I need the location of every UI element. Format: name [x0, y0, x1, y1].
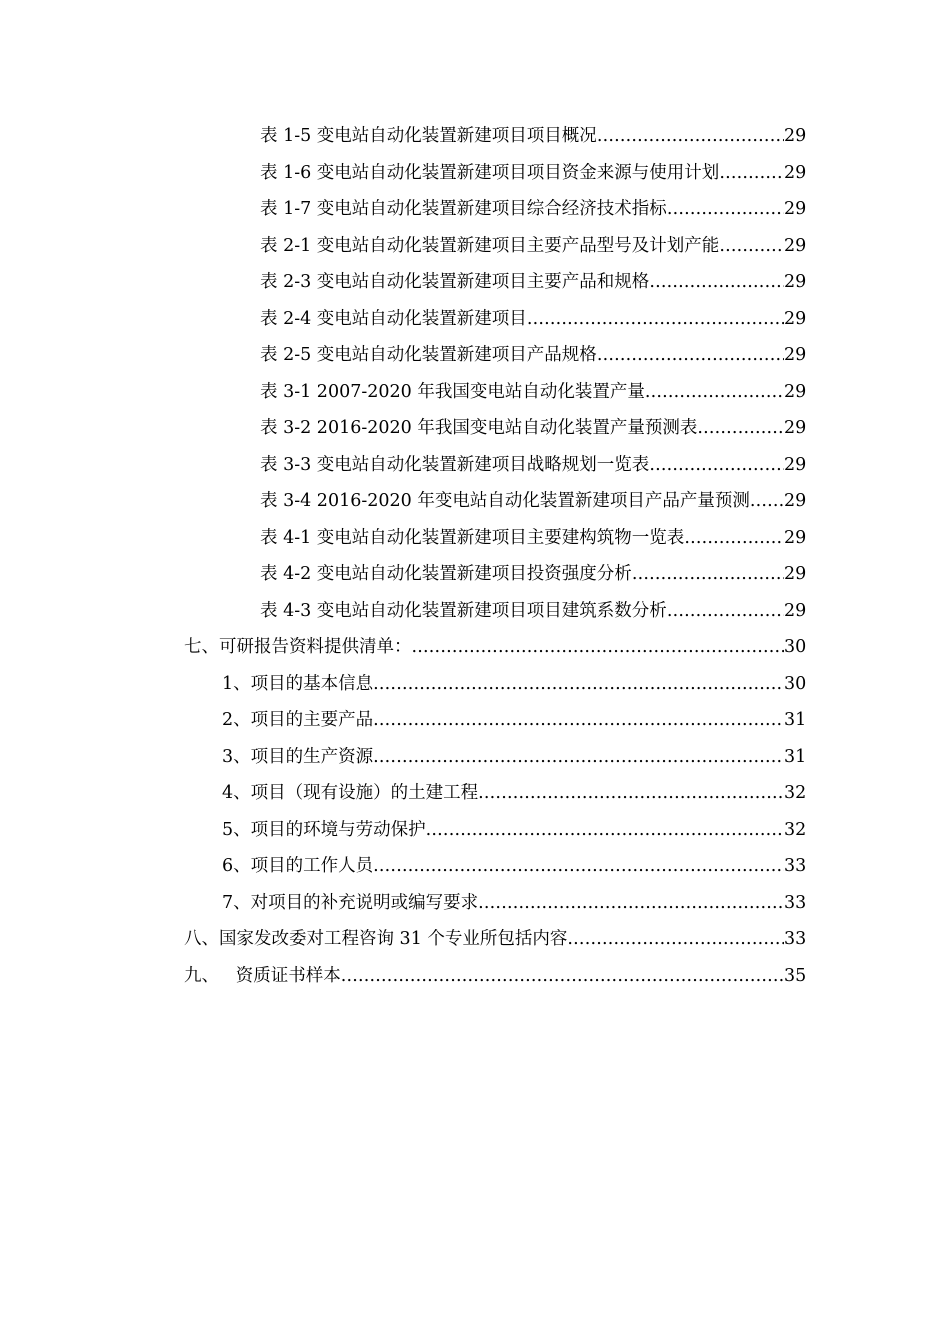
- toc-entry[interactable]: [0, 155, 950, 192]
- toc-entry-title: 表 2-5 变电站自动化装置新建项目产品规格: [260, 345, 597, 366]
- toc-page-number: 29: [784, 381, 807, 402]
- toc-entry-title: 表 3-4 2016-2020 年变电站自动化装置新建项目产品产量预测: [260, 491, 750, 512]
- toc-dot-leader: [667, 593, 784, 629]
- toc-entry[interactable]: [0, 374, 950, 411]
- toc-entry-title: 八、国家发改委对工程咨询 31 个专业所包括内容: [184, 929, 568, 950]
- toc-page-number: 29: [784, 308, 807, 329]
- toc-dot-leader: [684, 520, 784, 556]
- toc-dot-leader: [567, 921, 784, 957]
- toc-dot-leader: [373, 739, 784, 775]
- toc-page-number: 29: [784, 345, 807, 366]
- toc-dot-leader: [478, 885, 784, 921]
- toc-dot-leader: [341, 958, 784, 994]
- toc-page-number: 29: [784, 162, 807, 183]
- toc-dot-leader: [426, 812, 784, 848]
- toc-page-number: 30: [784, 637, 807, 658]
- toc-entry[interactable]: [0, 337, 950, 374]
- toc-dot-leader: [697, 410, 784, 446]
- toc-dot-leader: [632, 556, 784, 592]
- toc-entry-title: 九、 资质证书样本: [184, 965, 341, 986]
- toc-entry[interactable]: [0, 483, 950, 520]
- toc-entry-title: 4、项目（现有设施）的土建工程: [222, 783, 479, 804]
- toc-page-number: 31: [784, 746, 807, 767]
- toc-page-number: 29: [784, 235, 807, 256]
- toc-entry[interactable]: [0, 118, 950, 155]
- toc-entry[interactable]: [0, 520, 950, 557]
- toc-entry-title: 表 3-2 2016-2020 年我国变电站自动化装置产量预测表: [260, 418, 698, 439]
- toc-entry[interactable]: [0, 593, 950, 630]
- toc-dot-leader: [667, 191, 784, 227]
- toc-entry[interactable]: [0, 958, 950, 995]
- toc-entry-title: 表 3-1 2007-2020 年我国变电站自动化装置产量: [260, 381, 645, 402]
- toc-page-number: 29: [784, 454, 807, 475]
- toc-page-number: 29: [784, 527, 807, 548]
- toc-page-number: 31: [784, 710, 807, 731]
- toc-dot-leader: [597, 337, 784, 373]
- toc-dot-leader: [373, 666, 784, 702]
- toc-entry[interactable]: [0, 264, 950, 301]
- toc-dot-leader: [478, 775, 784, 811]
- toc-entry[interactable]: [0, 666, 950, 703]
- toc-page-number: 29: [784, 199, 807, 220]
- toc-entry-title: 表 2-4 变电站自动化装置新建项目: [260, 308, 527, 329]
- toc-entry[interactable]: [0, 702, 950, 739]
- toc-entry-title: 七、可研报告资料提供清单：: [184, 637, 412, 658]
- toc-page-number: 33: [784, 892, 807, 913]
- toc-page-number: 33: [784, 856, 807, 877]
- toc-dot-leader: [412, 629, 785, 665]
- toc-entry-title: 表 4-1 变电站自动化装置新建项目主要建构筑物一览表: [260, 527, 685, 548]
- toc-page-number: 32: [784, 783, 807, 804]
- toc-dot-leader: [719, 228, 784, 264]
- toc-entry[interactable]: [0, 228, 950, 265]
- toc-entry[interactable]: [0, 410, 950, 447]
- toc-dot-leader: [645, 374, 784, 410]
- toc-entry-title: 3、项目的生产资源: [222, 746, 374, 767]
- toc-entry[interactable]: [0, 775, 950, 812]
- toc-entry-title: 表 1-5 变电站自动化装置新建项目项目概况: [260, 126, 597, 147]
- toc-page-number: 29: [784, 126, 807, 147]
- toc-entry-title: 表 1-6 变电站自动化装置新建项目项目资金来源与使用计划: [260, 162, 720, 183]
- toc-page-number: 29: [784, 600, 807, 621]
- toc-entry-title: 表 3-3 变电站自动化装置新建项目战略规划一览表: [260, 454, 650, 475]
- toc-page-number: 30: [784, 673, 807, 694]
- toc-page-number: 35: [784, 965, 807, 986]
- toc-page-number: 33: [784, 929, 807, 950]
- toc-entry-title: 7、对项目的补充说明或编写要求: [222, 892, 479, 913]
- toc-entry[interactable]: [0, 191, 950, 228]
- toc-entry-title: 表 2-1 变电站自动化装置新建项目主要产品型号及计划产能: [260, 235, 720, 256]
- toc-entry[interactable]: [0, 739, 950, 776]
- toc-entry-title: 表 4-2 变电站自动化装置新建项目投资强度分析: [260, 564, 632, 585]
- toc-entry[interactable]: [0, 629, 950, 666]
- toc-entry[interactable]: [0, 447, 950, 484]
- toc-dot-leader: [373, 702, 784, 738]
- toc-entry[interactable]: [0, 556, 950, 593]
- toc-page-number: 29: [784, 491, 807, 512]
- toc-entry-title: 5、项目的环境与劳动保护: [222, 819, 426, 840]
- toc-entry[interactable]: [0, 812, 950, 849]
- table-of-contents: [0, 118, 950, 994]
- toc-entry-title: 表 2-3 变电站自动化装置新建项目主要产品和规格: [260, 272, 650, 293]
- toc-entry-title: 1、项目的基本信息: [222, 673, 374, 694]
- toc-dot-leader: [527, 301, 784, 337]
- toc-entry[interactable]: [0, 848, 950, 885]
- toc-dot-leader: [649, 447, 784, 483]
- toc-entry[interactable]: [0, 885, 950, 922]
- toc-entry[interactable]: [0, 301, 950, 338]
- toc-dot-leader: [750, 483, 784, 519]
- toc-entry-title: 2、项目的主要产品: [222, 710, 374, 731]
- toc-dot-leader: [719, 155, 784, 191]
- toc-entry-title: 表 1-7 变电站自动化装置新建项目综合经济技术指标: [260, 199, 667, 220]
- toc-page-number: 29: [784, 564, 807, 585]
- toc-entry-title: 表 4-3 变电站自动化装置新建项目项目建筑系数分析: [260, 600, 667, 621]
- toc-dot-leader: [649, 264, 784, 300]
- toc-dot-leader: [373, 848, 784, 884]
- toc-page-number: 29: [784, 272, 807, 293]
- toc-entry[interactable]: [0, 921, 950, 958]
- toc-dot-leader: [597, 118, 784, 154]
- toc-entry-title: 6、项目的工作人员: [222, 856, 374, 877]
- toc-page-number: 32: [784, 819, 807, 840]
- toc-page-number: 29: [784, 418, 807, 439]
